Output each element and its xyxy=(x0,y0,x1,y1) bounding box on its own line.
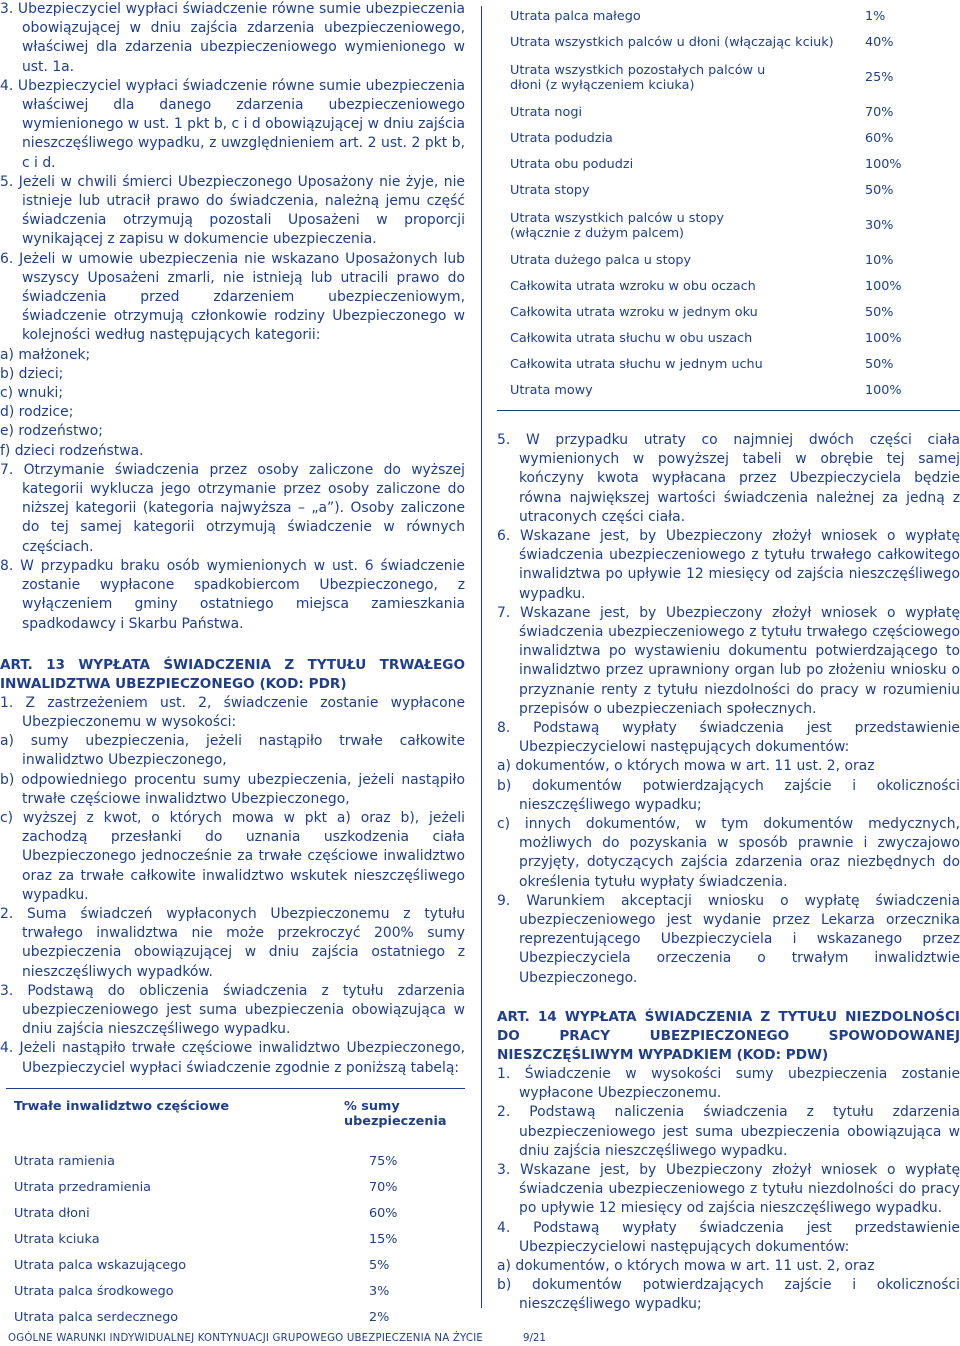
list-item: a) małżonek; xyxy=(0,346,91,363)
table-row: Utrata palca wskazującego 5% xyxy=(14,1258,390,1274)
table-row: Utrata stopy 50% xyxy=(510,183,894,199)
table-row: Utrata dłoni 60% xyxy=(14,1206,398,1222)
list-item: a) dokumentów, o których mowa w art. 11 ust. 2, oraz xyxy=(497,1257,875,1274)
table-row: Utrata palca serdecznego 2% xyxy=(14,1310,390,1326)
table-row: Utrata kciuka 15% xyxy=(14,1232,398,1248)
disability-table-right xyxy=(510,4,950,404)
paragraph: 7. Wskazane jest, by Ubezpieczony złożył wniosek o wypłatę świadczenia ubezpieczeniowego z tytułu trwałego częściowego inwalidztwa po wystawieniu dokumentu potwierdzającego to inwalidztwo przez uprawniony organ lub po złożeniu wniosku o przyznanie renty z tytułu niezdolności do pracy w rozumieniu przepisów o ubezpieczeniach społecznych. xyxy=(497,604,960,717)
table-row: Utrata przedramienia 70% xyxy=(14,1180,398,1196)
table-row: Utrata ramienia 75% xyxy=(14,1154,398,1170)
paragraph: 9. Warunkiem akceptacji wniosku o wypłatę świadczenia ubezpieczeniowego jest wydanie przez Lekarza orzecznika reprezentującego Ubezpieczyciela i wskazanego przez Ubezpieczyciela orzeczenia o trwałym inwalidztwie Ubezpieczonego. xyxy=(497,892,960,986)
table-row: Utrata wszystkich palców u stopy (włącznie z dużym palcem) 30% xyxy=(510,210,894,241)
table-row: Utrata palca małego 1% xyxy=(510,9,886,25)
list-item: b) dokumentów potwierdzających zajście i okoliczności nieszczęśliwego wypadku; xyxy=(497,1277,960,1313)
paragraph: 1. Świadczenie w wysokości sumy ubezpieczenia zostanie wypłacone Ubezpieczonemu. xyxy=(497,1065,960,1102)
table-row: Całkowita utrata wzroku w obu oczach 100% xyxy=(510,279,902,295)
list-item: c) innych dokumentów, w tym dokumentów medycznych, możliwych do pozyskania w sposób prawnie i zwyczajowo przyjęty, dotyczących zajścia zdarzenia oraz niezbędnych do określenia tytułu wypłaty świadczenia. xyxy=(497,816,960,890)
list-item: b) dzieci; xyxy=(0,365,64,382)
list-item: b) dokumentów potwierdzających zajście i okoliczności nieszczęśliwego wypadku; xyxy=(497,777,960,813)
left-column xyxy=(0,0,465,1331)
table-row: Całkowita utrata słuchu w jednym uchu 50% xyxy=(510,357,894,373)
paragraph: 5. Jeżeli w chwili śmierci Ubezpieczonego Uposażony nie żyje, nie istnieje lub utracił prawo do świadczenia, należną jemu część świadczenia otrzymują pozostali Uposażeni w proporcji wynikającej z zapisu w dokumencie ubezpieczenia. xyxy=(0,173,465,248)
list-item: f) dzieci rodzeństwa. xyxy=(0,442,144,459)
table-row: Utrata obu podudzi 100% xyxy=(510,157,902,173)
footer-title: OGÓLNE WARUNKI INDYWIDUALNEJ KONTYNUACJI GRUPOWEGO UBEZPIECZENIA NA ŻYCIE xyxy=(8,1333,484,1344)
paragraph: 5. W przypadku utraty co najmniej dwóch części ciała wymienionych w powyższej tabeli w obrębie tej samej kończyny kwota wypłacana przez Ubezpieczyciela będzie równa największej wartości świadczenia należnej za jedną z utraconych części ciała. xyxy=(497,432,960,525)
article-14-heading: ART. 14 WYPŁATA ŚWIADCZENIA Z TYTUŁU NIEZDOLNOŚCI DO PRACY UBEZPIECZONEGO SPOWODOWANEJ NIESZCZĘŚLIWYM WYPADKIEM (KOD: PDW) xyxy=(497,1008,960,1063)
table-row: Całkowita utrata słuchu w obu uszach 100% xyxy=(510,331,902,347)
list-item: c) wyższej z kwot, o których mowa w pkt a) oraz b), jeżeli zachodzą przesłanki do uznania uszkodzenia ciała Ubezpieczonego jednocześnie za trwałe częściowe inwalidztwo oraz za trwałe całkowite inwalidztwo wskutek nieszczęśliwego wypadku. xyxy=(0,809,465,903)
right-column xyxy=(497,0,960,1315)
table-row: Utrata wszystkich palców u dłoni (włączając kciuk) 40% xyxy=(510,35,894,51)
table-row: Całkowita utrata wzroku w jednym oku 50% xyxy=(510,305,894,321)
article-13-heading: ART. 13 WYPŁATA ŚWIADCZENIA Z TYTUŁU TRWAŁEGO INWALIDZTWA UBEZPIECZONEGO (KOD: PDR) xyxy=(0,656,465,692)
table-row: Utrata dużego palca u stopy 10% xyxy=(510,253,894,269)
paragraph: 8. W przypadku braku osób wymienionych w ust. 6 świadczenie zostanie wypłacone spadkobiercom Ubezpieczonego, z wyłączeniem gminy ostatniego miejsca zamieszkania spadkodawcy i Skarbu Państwa. xyxy=(0,557,465,632)
page-number: 9/21 xyxy=(523,1333,546,1344)
paragraph: 4. Ubezpieczyciel wypłaci świadczenie równe sumie ubezpieczenia właściwej dla danego zdarzenia ubezpieczeniowego wymienionego w ust. 1 pkt b, c i d obowiązującej w dniu zajścia nieszczęśliwego wypadku, z uwzględnieniem art. 2 ust. 2 pkt b, c i d. xyxy=(0,77,465,171)
list-item: a) dokumentów, o których mowa w art. 11 ust. 2, oraz xyxy=(497,758,875,775)
paragraph: 2. Podstawą naliczenia świadczenia z tytułu zdarzenia ubezpieczeniowego jest suma ubezpieczenia obowiązująca w dniu zajścia nieszczęśliwego wypadku. xyxy=(497,1104,960,1159)
paragraph: 3. Podstawą do obliczenia świadczenia z tytułu zdarzenia ubezpieczeniowego jest suma ubezpieczenia obowiązująca w dniu zajścia nieszczęśliwego wypadku. xyxy=(0,982,465,1038)
column-divider xyxy=(481,6,482,1308)
table-row: Utrata nogi 70% xyxy=(510,105,894,121)
paragraph: 6. Wskazane jest, by Ubezpieczony złożył wniosek o wypłatę świadczenia ubezpieczeniowego z tytułu trwałego całkowitego inwalidztwa po upływie 12 miesięcy od zajścia nieszczęśliwego wypadku. xyxy=(497,528,960,602)
paragraph: 4. Podstawą wypłaty świadczenia jest przedstawienie Ubezpieczycielowi następujących dokumentów: xyxy=(497,1219,960,1255)
table-row: Utrata wszystkich pozostałych palców u dłoni (z wyłączeniem kciuka) 25% xyxy=(510,62,894,93)
paragraph: 4. Jeżeli nastąpiło trwałe częściowe inwalidztwo Ubezpieczonego, Ubezpieczyciel wypłaci świadczenie zgodnie z poniższą tabelą: xyxy=(0,1040,465,1076)
disability-table-left xyxy=(6,1088,465,1331)
paragraph: 7. Otrzymanie świadczenia przez osoby zaliczone do wyższej kategorii wyklucza jego otrzymanie przez osoby zaliczone do niższej kategorii (kategoria najwyższa – „a”). Osoby zaliczone do tej samej kategorii otrzymują świadczenie w równych częściach. xyxy=(0,461,465,555)
paragraph: 8. Podstawą wypłaty świadczenia jest przedstawienie Ubezpieczycielowi następujących dokumentów: xyxy=(497,720,960,756)
paragraph: 3. Wskazane jest, by Ubezpieczony złożył wniosek o wypłatę świadczenia ubezpieczeniowego z tytułu niezdolności do pracy po upływie 12 miesięcy od zajścia nieszczęśliwego wypadku. xyxy=(497,1161,960,1217)
list-item: b) odpowiedniego procentu sumy ubezpieczenia, jeżeli nastąpiło trwałe częściowe inwalidztwo Ubezpieczonego, xyxy=(0,771,465,807)
paragraph: 2. Suma świadczeń wypłaconych Ubezpieczonemu z tytułu trwałego inwalidztwa nie może przekroczyć 200% sumy ubezpieczenia obowiązującej w dniu zajścia ostatniego z nieszczęśliwych wypadków. xyxy=(0,905,465,980)
table-row: Utrata podudzia 60% xyxy=(510,131,894,147)
list-item: c) wnuki; xyxy=(0,385,64,402)
paragraph: 3. Ubezpieczyciel wypłaci świadczenie równe sumie ubezpieczenia obowiązującej w dniu zajścia zdarzenia ubezpieczeniowego, właściwej dla zdarzenia ubezpieczeniowego wymienionego w ust. 1a. xyxy=(0,1,465,75)
table-row: Utrata palca środkowego 3% xyxy=(14,1284,390,1300)
list-item: d) rodzice; xyxy=(0,404,74,421)
table-row: Utrata mowy 100% xyxy=(510,383,902,399)
table-header-col1: Trwałe inwalidztwo częściowe xyxy=(14,1098,230,1114)
paragraph: 1. Z zastrzeżeniem ust. 2, świadczenie zostanie wypłacone Ubezpieczonemu w wysokości: xyxy=(0,694,465,730)
list-item: e) rodzeństwo; xyxy=(0,423,103,440)
paragraph: 6. Jeżeli w umowie ubezpieczenia nie wskazano Uposażonych lub wszyscy Uposażeni zmarli, nie istnieją lub utracili prawo do świadczenia przed zdarzeniem ubezpieczeniowym, świadczenie otrzymują członkowie rodziny Ubezpieczonego w kolejności według następujących kategorii: xyxy=(0,250,465,344)
table-header-col2: % sumy ubezpieczenia xyxy=(344,1098,447,1130)
list-item: a) sumy ubezpieczenia, jeżeli nastąpiło trwałe całkowite inwalidztwo Ubezpieczonego, xyxy=(0,733,465,769)
